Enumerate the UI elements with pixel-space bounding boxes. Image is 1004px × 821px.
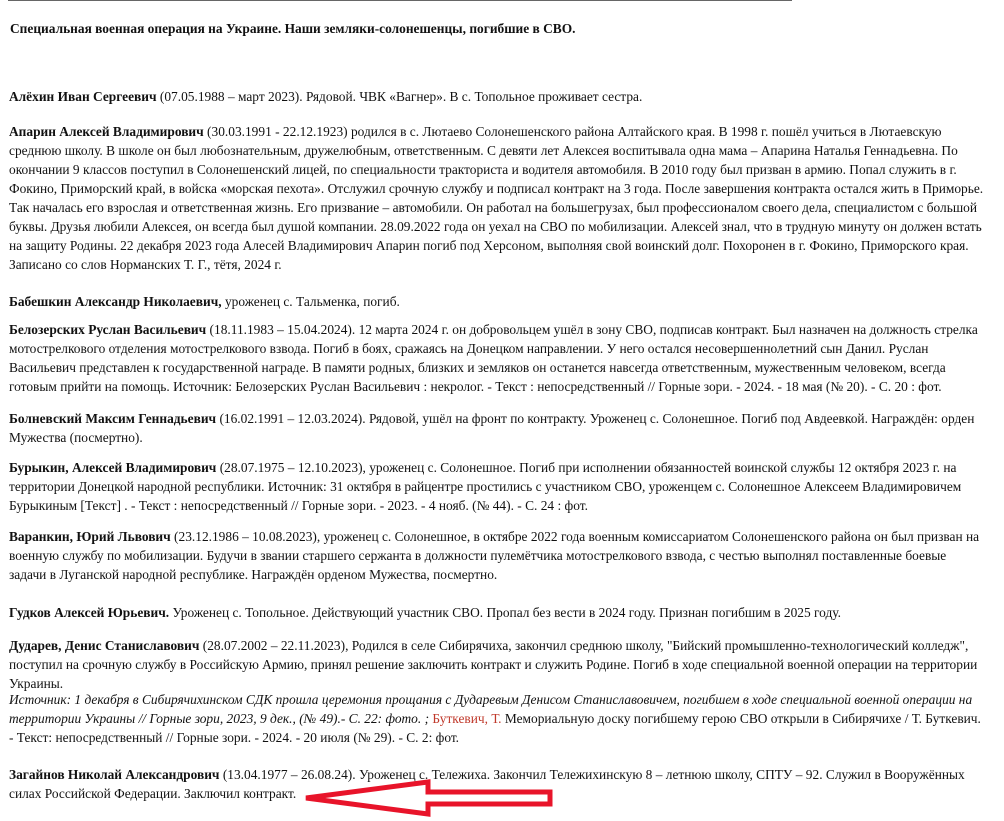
source-note-plain: Мемориальную доску погибшему герою СВО открыли в Сибирячихе / Т. Буткевич. - Текст: непосредственный // Горные зори. - 2024. - 20 июля (№ 29). - С. 2: фот. [9, 711, 981, 745]
entry-bolnevsky [9, 409, 985, 447]
entry-text: (30.03.1991 - 22.12.1923) родился в с. Лютаево Солонешенского района Алтайского края. В 1998 г. пошёл учиться в Лютаевскую среднюю школу. В школе он был любознательным, дружелюбным, ответственным. С девяти лет Алексея воспитывала одна мама – Апарина Наталья Геннадьевна. По окончании 9 классов поступил в Солонешенский лицей, по специальности тракториста и водителя автомобиля. В 2010 году был призван в армию. Попал служить в г. Фокино, Приморский край, в войска «морская пехота». Отслужил срочную службу и подписал контракт на 3 года. После завершения контракта остался жить в Приморье. Так началась его взрослая и ответственная жизнь. Его призвание – автомобили. Он работал на большегрузах, был профессионалом своего дела, специалистом с большой буквы. Друзья любили Алексея, он всегда был душой компании. 28.09.2022 года он уехал на СВО по мобилизации. Алексей знал, что в трудную минуту он должен встать на защиту Родины. 22 декабря 2023 года Алесей Владимирович Апарин погиб под Херсоном, выполняя свой воинский долг. Похоронен в г. Фокино, Приморского края. Записано со слов Норманских Т. Г., тётя, 2024 г. [9, 124, 984, 272]
source-note-italic: Источник: 1 декабря в Сибирячихинском СДК прошла церемония прощания с Дударевым Денисом Станиславовичем, погибшем в ходе специальной военной операции на территории Украины // Горные зори, 2023, 9 дек., (№ 49).- С. 22: фото. ; [9, 692, 973, 726]
entry-text: (18.11.1983 – 15.04.2024). 12 марта 2024 г. он добровольцем ушёл в зону СВО, подписав контракт. Был назначен на должность стрелка мотострелкового отделения мотострелкового взвода. Погиб в боях, сражаясь на Донецком направлении. У него остался несовершеннолетний сын Данил. Руслан Васильевич представлен к государственной награде. В памяти родных, близких и земляков он останется навсегда ответственным, мужественным человеком, всегда готовым прийти на помощь. Источник: Белозерских Руслан Васильевич : некролог. - Текст : непосредственный // Горные зори. - 2024. - 18 мая (№ 20). - С. 20 : фот. [9, 322, 978, 394]
author-link[interactable]: Буткевич, Т. [429, 711, 502, 726]
entry-belozerskikh [9, 320, 985, 396]
entry-text: (28.07.2002 – 22.11.2023), Родился в селе Сибирячиха, закончил среднюю школу, "Бийский промышленно-технологический колледж", поступил на срочную службу в Российскую Армию, принял решение заключить контракт и служить Родине. Погиб в ходе специальной военной операции на территории Украины. [9, 638, 978, 691]
entry-name: Загайнов Николай Александрович [9, 767, 220, 782]
entry-burykin [9, 458, 985, 515]
entry-dudarev [9, 636, 985, 693]
entry-text: уроженец с. Тальменка, погиб. [221, 294, 400, 309]
top-divider [8, 0, 792, 1]
entry-name: Бабешкин Александр Николаевич, [9, 294, 222, 309]
entry-aparin [9, 122, 985, 274]
entry-alekhin [9, 87, 985, 106]
entry-name: Дударев, Денис Станиславович [9, 638, 200, 653]
entry-name: Бурыкин, Алексей Владимирович [9, 460, 217, 475]
entry-text: Уроженец с. Топольное. Действующий участник СВО. Пропал без вести в 2024 году. Признан погибшим в 2025 году. [169, 605, 841, 620]
page-heading: Специальная военная операция на Украине. Наши земляки-солонешенцы, погибшие в СВО. [10, 21, 576, 36]
entry-varankin [9, 527, 985, 584]
entry-gudkov [9, 603, 985, 622]
entry-text: (23.12.1986 – 10.08.2023), уроженец с. Солонешное, в октябре 2022 года военным комиссариатом Солонешенского района он был призван на военную службу по мобилизации. Будучи в звании старшего сержанта в должности пулемётчика мотострелкового взвода, с честью выполнял поставленные боевые задачи в Луганской народной республике. Награждён орденом Мужества, посмертно. [9, 529, 980, 582]
entry-name: Белозерских Руслан Васильевич [9, 322, 207, 337]
entry-name: Гудков Алексей Юрьевич. [9, 605, 170, 620]
source-note [9, 690, 985, 747]
entry-babeshkin [9, 292, 985, 311]
annotation-arrow-icon [300, 778, 560, 818]
entry-text: (07.05.1988 – март 2023). Рядовой. ЧВК «Вагнер». В с. Топольное проживает сестра. [156, 89, 643, 104]
entry-name: Алёхин Иван Сергеевич [9, 89, 157, 104]
entry-text: (16.02.1991 – 12.03.2024). Рядовой, ушёл на фронт по контракту. Уроженец с. Солонешное. Погиб под Авдеевкой. Награждён: орден Мужества (посмертно). [9, 411, 975, 445]
entry-text: (13.04.1977 – 26.08.24). Уроженец с. Тележиха. Закончил Тележихинскую 8 – летнюю школу, СПТУ – 92. Служил в Вооружённых силах Российской Федерации. Заключил контракт. [9, 767, 965, 801]
entry-name: Варанкин, Юрий Львович [9, 529, 171, 544]
entry-name: Апарин Алексей Владимирович [9, 124, 204, 139]
entry-text: (28.07.1975 – 12.10.2023), уроженец с. Солонешное. Погиб при исполнении обязанностей воинской службы 12 октября 2023 г. на территории Донецкой народной республики. Источник: 31 октября в райцентре простились с участником СВО, уроженцем с. Солонешное Алексеем Владимировичем Бурыкиным [Текст] . - Текст : непосредственный // Горные зори. - 2023. - 4 нояб. (№ 44). - С. 24 : фот. [9, 460, 962, 513]
entry-name: Болневский Максим Геннадьевич [9, 411, 217, 426]
